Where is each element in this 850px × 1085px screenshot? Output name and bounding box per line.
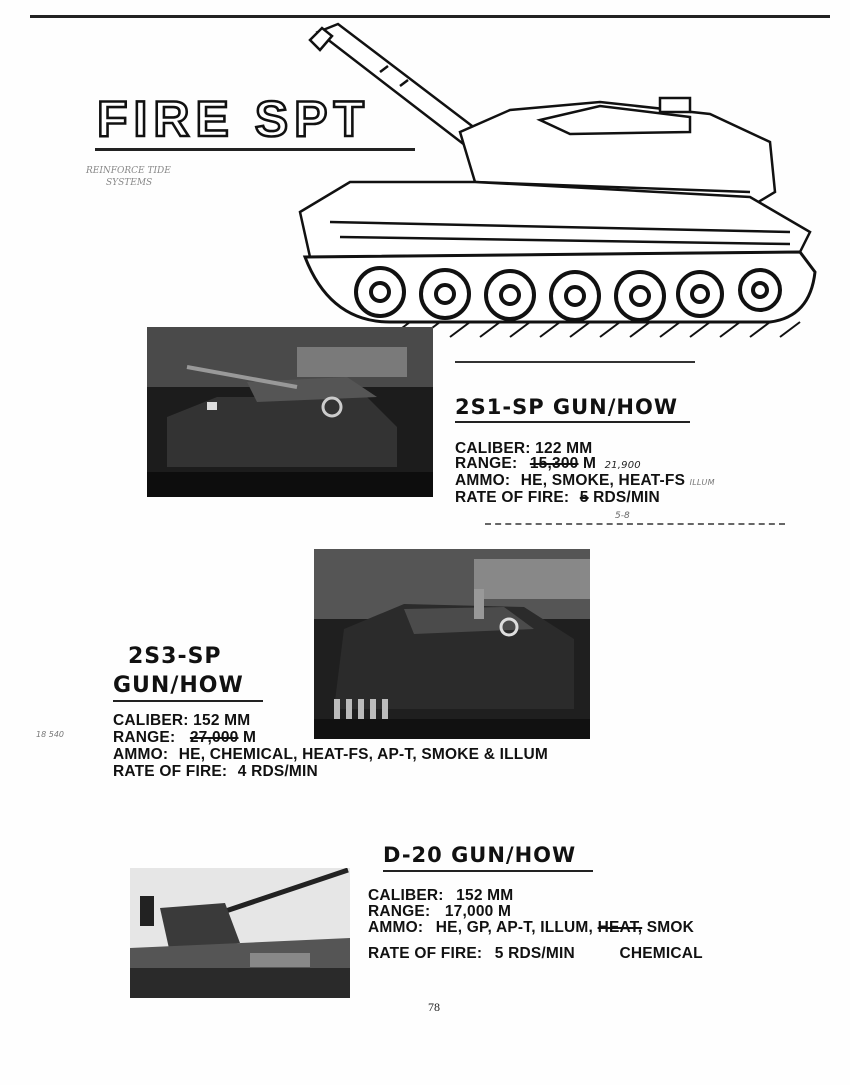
2s3-rof-value: 4 RDS/MIN xyxy=(237,763,318,780)
2s1-rof-row xyxy=(455,490,715,505)
2s3-rof-row xyxy=(113,764,318,779)
2s3-range-struck: 27,000 xyxy=(189,729,239,746)
2s3-range-label: RANGE: xyxy=(113,729,176,746)
margin-note-line2: SYSTEMS xyxy=(106,178,153,188)
2s1-range-struck: 15,300 xyxy=(529,455,579,472)
2s1-caliber-label: CALIBER: xyxy=(455,440,531,457)
d20-ammo-row xyxy=(368,920,694,935)
d20-range-value: 17,000 M xyxy=(444,903,512,920)
2s1-range-unit: M xyxy=(582,455,597,472)
2s1-ammo-note: ILLUM xyxy=(689,478,715,487)
d20-range-row xyxy=(368,904,511,919)
page-title: FIRE SPT xyxy=(97,91,371,147)
d20-ammo-b: SMOK xyxy=(646,919,695,936)
2s1-range-note: 21,900 xyxy=(604,460,641,471)
2s1-title: 2S1-SP GUN/HOW xyxy=(455,395,679,419)
2s1-range-row xyxy=(455,456,715,473)
2s1-rof-label: RATE OF FIRE: xyxy=(455,489,570,506)
d20-title-underline xyxy=(383,870,593,872)
d20-ammo-label: AMMO: xyxy=(368,919,424,936)
2s1-rof-note: 5-8 xyxy=(615,511,630,521)
margin-note-line1: REINFORCE TIDE xyxy=(86,166,171,176)
d20-caliber-label: CALIBER: xyxy=(368,887,444,904)
2s1-caliber-value: 122 MM xyxy=(535,440,593,457)
2s3-range-note: 18 540 xyxy=(36,730,64,739)
d20-rof-value: 5 RDS/MIN xyxy=(494,945,575,962)
2s3-caliber-value: 152 MM xyxy=(193,712,251,729)
2s3-range-unit: M xyxy=(242,729,257,746)
page-number: 78 xyxy=(428,1000,440,1014)
self-propelled-gun-drawing xyxy=(270,22,830,342)
2s1-ammo-value: HE, SMOKE, HEAT-FS xyxy=(520,472,686,489)
2s3-ammo-row xyxy=(113,747,548,762)
d20-range-label: RANGE: xyxy=(368,903,431,920)
top-rule xyxy=(30,15,830,18)
2s3-ammo-value: HE, CHEMICAL, HEAT-FS, AP-T, SMOKE & ILLUM xyxy=(178,746,548,763)
barrel-drawing xyxy=(310,24,480,146)
2s3-ammo-label: AMMO: xyxy=(113,746,169,763)
d20-rof-extra: CHEMICAL xyxy=(619,945,703,962)
2s1-spec-block xyxy=(455,395,715,521)
2s1-caliber-row xyxy=(455,441,715,456)
2s1-title-underline xyxy=(455,421,690,423)
d20-ammo-a: HE, GP, AP-T, ILLUM, xyxy=(435,919,594,936)
d20-rof-row xyxy=(368,946,703,961)
2s3-caliber-label: CALIBER: xyxy=(113,712,189,729)
d20-rof-label: RATE OF FIRE: xyxy=(368,945,483,962)
2s3-title-line1: 2S3-SP xyxy=(128,644,222,669)
rule-2s1 xyxy=(455,361,695,363)
d20-ammo-struck: HEAT, xyxy=(597,919,643,936)
d20-photo xyxy=(130,868,350,998)
2s3-title-line2: GUN/HOW xyxy=(113,673,244,698)
margin-note xyxy=(86,166,171,188)
d20-title: D-20 GUN/HOW xyxy=(383,843,577,867)
2s3-range-row xyxy=(113,730,256,745)
2s1-photo xyxy=(147,327,433,497)
2s1-ammo-row xyxy=(455,473,715,490)
2s3-caliber-row xyxy=(113,713,250,728)
ground-hatching xyxy=(390,322,800,337)
2s1-range-label: RANGE: xyxy=(455,455,518,472)
2s1-rof-unit: RDS/MIN xyxy=(593,489,660,506)
d20-caliber-value: 152 MM xyxy=(456,887,514,904)
2s1-rof-struck: 5 xyxy=(579,489,589,506)
rule-dashed-2s1 xyxy=(485,523,785,525)
d20-caliber-row xyxy=(368,888,513,903)
2s3-photo xyxy=(314,549,590,739)
2s3-title-underline xyxy=(113,700,263,702)
2s1-ammo-label: AMMO: xyxy=(455,472,511,489)
2s3-rof-label: RATE OF FIRE: xyxy=(113,763,228,780)
